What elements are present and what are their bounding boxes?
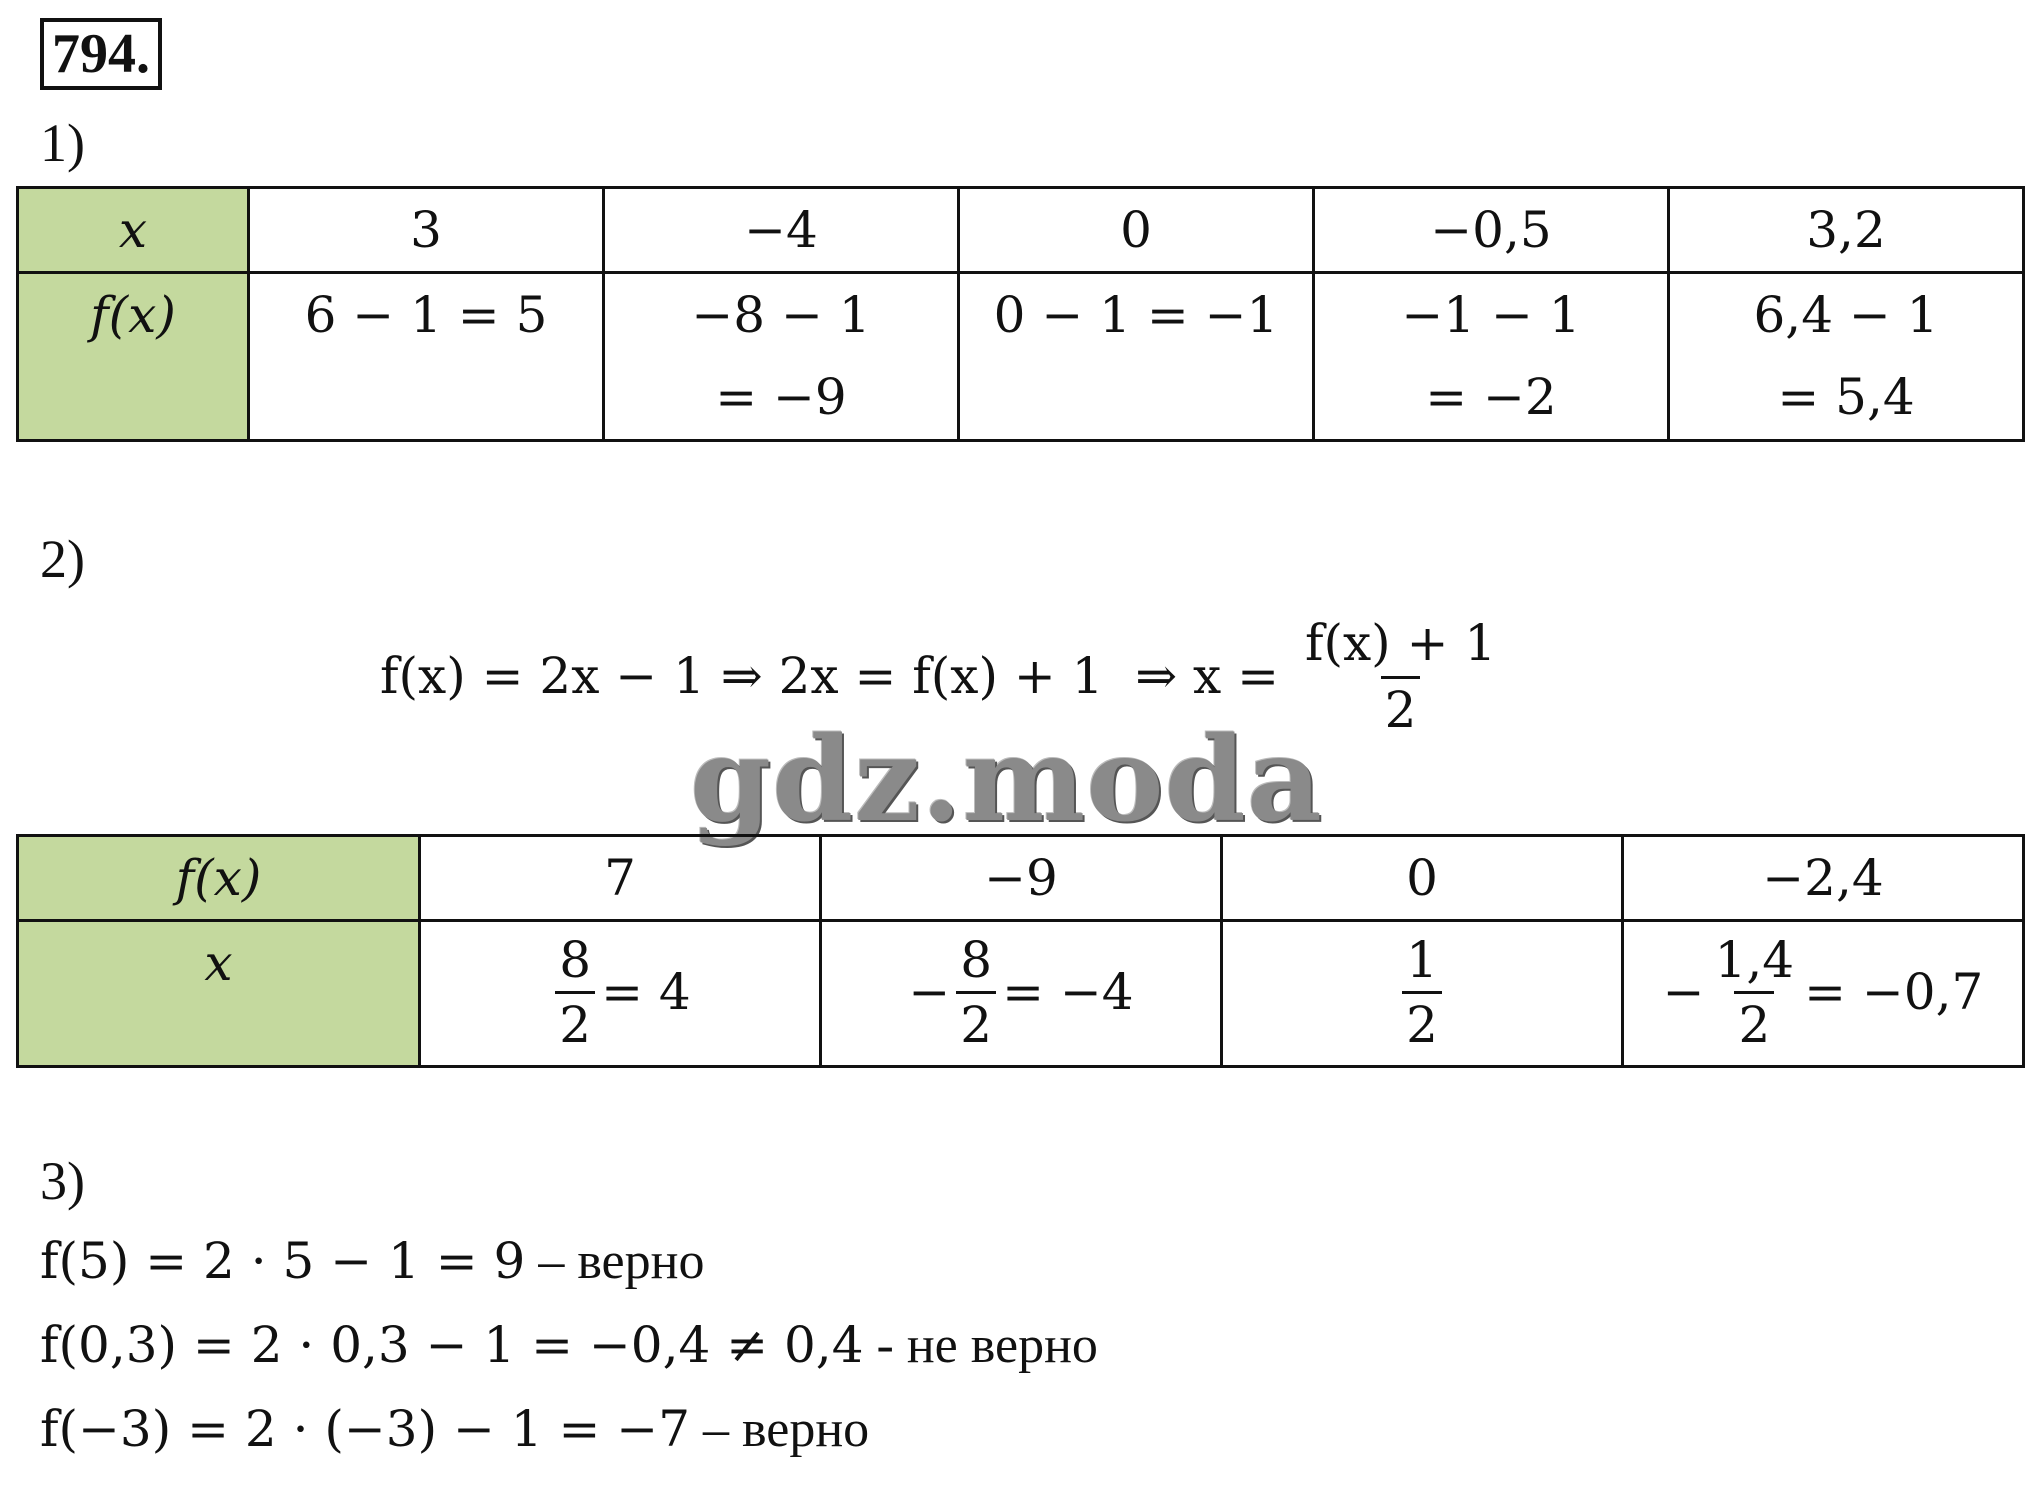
table-1-x-cell: −0,5 [1314,188,1669,273]
table-1-fx-cell [249,273,604,441]
x-denominator: 2 [1734,991,1774,1050]
formula-fraction [1301,613,1500,739]
x-denominator: 2 [1402,991,1442,1050]
x-denominator: 2 [956,991,996,1050]
table-2-x-cell [1222,921,1623,1067]
check-verdict: – верно [690,1401,870,1458]
table-1-fx-cell [604,273,959,441]
x-numerator: 8 [960,930,993,989]
table-1-x-header: x [18,188,249,273]
fx-line-1: −1 − 1 [1401,286,1581,344]
x-fraction [956,930,996,1054]
x-numerator: 1,4 [1714,930,1795,989]
table-2-fx-row [18,836,2024,921]
part-3-label: 3) [40,1151,85,1211]
table-1 [16,186,2025,442]
table-1-fx-cell [1669,273,2024,441]
formula-left: f(x) = 2x − 1 ⇒ 2x = f(x) + 1 ⇒ x = [380,647,1295,705]
table-2 [16,834,2025,1068]
check-verdict: – верно [525,1233,705,1290]
table-1-x-row [18,188,2024,273]
x-numerator: 8 [559,930,592,989]
check-line [40,1232,704,1291]
check-expression: f(0,3) = 2 · 0,3 − 1 = −0,4 ≠ 0,4 [40,1316,864,1374]
table-1-fx-row [18,273,2024,441]
x-fraction [1711,930,1799,1054]
fx-line-2: = 5,4 [1777,368,1915,426]
x-sign: − [908,963,951,1021]
check-verdict: - не верно [863,1317,1098,1374]
part-2-label: 2) [40,529,85,589]
watermark: gdz.moda [690,712,1323,848]
table-1-fx-cell [959,273,1314,441]
fraction-numerator: f(x) + 1 [1304,613,1497,672]
table-1-x-cell: 0 [959,188,1314,273]
fx-line-1: 0 − 1 = −1 [993,286,1279,344]
table-2-fx-cell: −9 [821,836,1222,921]
fx-line-2: = −9 [715,368,847,426]
x-sign: − [1662,963,1705,1021]
table-2-x-cell [420,921,821,1067]
table-2-fx-cell: −2,4 [1623,836,2024,921]
table-1-x-cell: 3 [249,188,604,273]
fraction-denominator: 2 [1381,676,1421,735]
x-denominator: 2 [555,991,595,1050]
check-line [40,1316,1098,1375]
x-fraction [1402,930,1442,1054]
check-expression: f(−3) = 2 · (−3) − 1 = −7 [40,1400,690,1458]
check-expression: f(5) = 2 · 5 − 1 = 9 [40,1232,526,1290]
x-result: = 4 [601,963,691,1021]
table-1-x-cell: −4 [604,188,959,273]
table-2-x-cell [821,921,1222,1067]
fx-line-1: −8 − 1 [691,286,871,344]
x-fraction [555,930,595,1054]
table-2-x-row [18,921,2024,1067]
table-2-fx-cell: 0 [1222,836,1623,921]
fx-line-1: 6 − 1 = 5 [304,286,548,344]
table-1-fx-cell [1314,273,1669,441]
table-1-fx-header: f(x) [18,273,249,441]
table-2-fx-cell: 7 [420,836,821,921]
table-1-x-cell: 3,2 [1669,188,2024,273]
part-1-label: 1) [40,113,85,173]
x-numerator: 1 [1406,930,1438,989]
x-result: = −0,7 [1804,963,1984,1021]
table-2-x-header: x [18,921,420,1067]
problem-number: 794. [40,18,162,90]
fx-line-1: 6,4 − 1 [1753,286,1939,344]
table-2-x-cell [1623,921,2024,1067]
fx-line-2: = −2 [1425,368,1557,426]
table-2-fx-header: f(x) [18,836,420,921]
x-result: = −4 [1002,963,1134,1021]
check-line [40,1400,869,1459]
